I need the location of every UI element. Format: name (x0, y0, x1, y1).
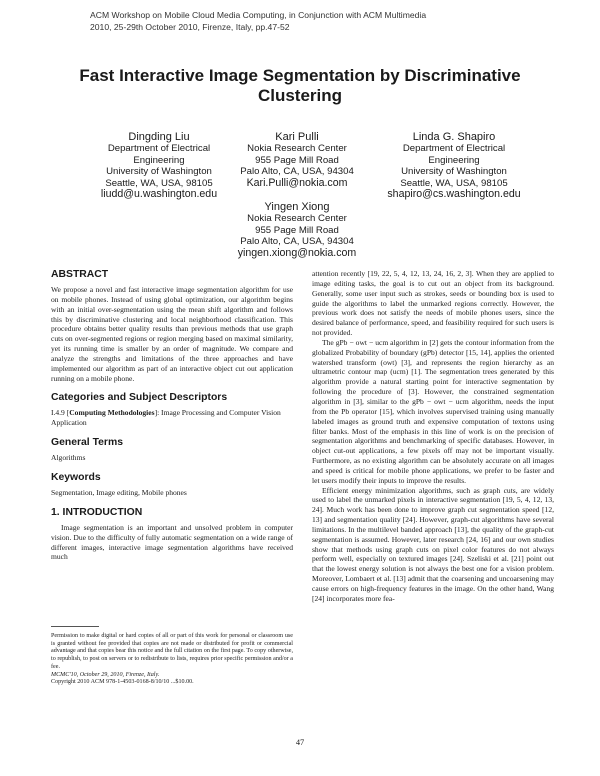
body-paragraph: Efficient energy minimization algorithms, such as graph cuts, are widely used to label the unmarked pixels in interactive segmentation [19, 5, 4, 12, 13, 24]. Much work has been done to improve graph cut segmentation speed [12, 13] and segmentation quality [24]. However, graph-cut algorithms have several limitations. In the multilevel banded approach [13], the quality of the graph-cut segmentation is assumed. However, later research [24, 16] and our own studies show that methods using graph cuts on pixel color features do not always perform well, especially on textured images [24]. Szeliski et al. [21] point out that the lowest energy solution is not always the best one for a vision problem. Moreover, Lombaert et al. [13] admit that the coarsening and uncoarsening may cause errors on high-frequency features in the image. On the other hand, Wang [24] incorporates more fea- (312, 485, 554, 603)
introduction-heading: 1. INTRODUCTION (51, 506, 143, 518)
author-affiliation: Department of Electrical (107, 143, 211, 155)
footnote-divider (51, 626, 99, 627)
left-column (51, 269, 293, 562)
author-organization: University of Washington (401, 166, 507, 178)
categories-bold: Computing Methodologies (69, 408, 155, 418)
general-terms-text: Algorithms (51, 453, 86, 463)
categories-rest: ]: Image Processing and Computer Vision Application (51, 408, 281, 428)
author-block (74, 132, 244, 200)
conference-info: MCMC'10, October 29, 2010, Firenze, Italy. (51, 671, 160, 678)
author-name: Yingen Xiong (264, 201, 330, 213)
author-affiliation: Engineering (133, 154, 185, 166)
categories-code: I.4.9 [ (51, 408, 70, 418)
author-email: liudd@u.washington.edu (100, 188, 218, 201)
author-organization: University of Washington (106, 166, 212, 178)
right-column (312, 269, 554, 604)
author-block (368, 132, 540, 200)
author-address: 955 Page Mill Road (255, 154, 339, 166)
author-location: Seattle, WA, USA, 98105 (105, 177, 213, 189)
author-email: Kari.Pulli@nokia.com (246, 176, 348, 189)
author-block (222, 132, 372, 189)
categories-heading: Categories and Subject Descriptors (51, 392, 228, 404)
author-location: Seattle, WA, USA, 98105 (400, 177, 508, 189)
copyright-line: Copyright 2010 ACM 978-1-4503-0168-8/10/10 ...$10.00. (51, 679, 194, 686)
keywords-heading: Keywords (51, 471, 101, 483)
author-address: 955 Page Mill Road (255, 224, 339, 236)
general-terms-heading: General Terms (51, 437, 123, 449)
abstract-heading: ABSTRACT (51, 269, 109, 280)
copyright-footnote (51, 633, 293, 687)
body-paragraph: attention recently [19, 22, 5, 4, 12, 13, 24, 16, 2, 3]. When they are applied to image editing tasks, the goal is to cut out an object from its background. Generally, some user input such as strokes, seeds or bounding box is used to guide the algorithms to label the unmarked regions correctly. However, the previous work does not satisfy the needs of mobile phones users, since the desired balance of performance, speed, and feasibility required for such users is not provided. (312, 269, 554, 338)
title-line-1: Fast Interactive Image Segmentation by Discriminative (79, 66, 521, 85)
keywords-text: Segmentation, Image editing, Mobile phones (51, 487, 187, 497)
title-line-2: Clustering (257, 86, 343, 105)
author-location: Palo Alto, CA, USA, 94304 (240, 166, 354, 178)
author-email: yingen.xiong@nokia.com (237, 246, 357, 259)
author-affiliation: Nokia Research Center (247, 143, 347, 155)
venue-header (90, 10, 530, 33)
author-name: Linda G. Shapiro (412, 131, 496, 143)
abstract-text: We propose a novel and fast interactive image segmentation algorithm for use on mobile phones. Instead of using global optimization, our algorithm begins with an initial over-segmentation using the mean shift algorithm and follows this by discriminative clustering and local neighborhood classification. This procedure obtains better quality results than previous methods that use graph cuts on over-segmented regions or region merging based on maximal similarity, yet its running time is smaller by an order of magnitude. We compare and analyze the strengths and limitations of the three approaches and have implemented our algorithm as part of an interactive object cut out application running on a mobile phone. (51, 285, 293, 383)
paper-title (40, 66, 560, 106)
author-name: Dingding Liu (128, 131, 190, 143)
permission-notice: Permission to make digital or hard copies of all or part of this work for personal or classroom use is granted without fee provided that copies are not made or distributed for profit or commercial advantage and that copies bear this notice and the full citation on the first page. To copy otherwise, to republish, to post on servers or to redistribute to lists, requires prior specific permission and/or a fee. (51, 633, 293, 670)
author-name: Kari Pulli (275, 131, 319, 143)
body-paragraph: The gPb − owt − ucm algorithm in [2] gets the contour information from the globalized Probability of boundary (gPb) detector [15, 14], applies the oriented watershed transform (owt) [3], and represents the region hierarchy as an ultrametric contour map (ucm) [1]. The segmentation trees generated by this algorithm provide a natural starting point for interactive segmentation by following the procedure of [3]. However, the constrained segmentation algorithm in [3], similar to the gPb − owt − ucm algorithm, needs the input from the Pb operator [15], which involves supervised training using manually labeled images as ground truth and expensive computation of textons using filter banks. Most of the emphasis in this line of work is on the precision of segmentation algorithms and benchmarking of specific databases. However, in object cut-out applications, a few pixels off may not be important visually. Furthermore, as no existing algorithm can be absolutely accurate on all images and speed is critical for mobile phone applications, we prefer to be faster and let users modify their inputs to improve the results. (312, 337, 554, 485)
author-affiliation: Engineering (428, 154, 480, 166)
author-block (222, 202, 372, 259)
page-number: 47 (295, 738, 305, 747)
author-email: shapiro@cs.washington.edu (387, 188, 521, 201)
venue-line-1: ACM Workshop on Mobile Cloud Media Computing, in Conjunction with ACM Multimedia (90, 10, 427, 20)
author-affiliation: Nokia Research Center (247, 213, 347, 225)
author-location: Palo Alto, CA, USA, 94304 (240, 236, 354, 248)
introduction-text: Image segmentation is an important and unsolved problem in computer vision. Due to the difficulty of fully automatic segmentation on a wide range of different images, interactive image segmentation algorithms have received much (51, 522, 293, 562)
venue-line-2: 2010, 25-29th October 2010, Firenze, Italy, pp.47-52 (90, 21, 290, 32)
categories-text (51, 408, 293, 428)
author-affiliation: Department of Electrical (402, 143, 506, 155)
